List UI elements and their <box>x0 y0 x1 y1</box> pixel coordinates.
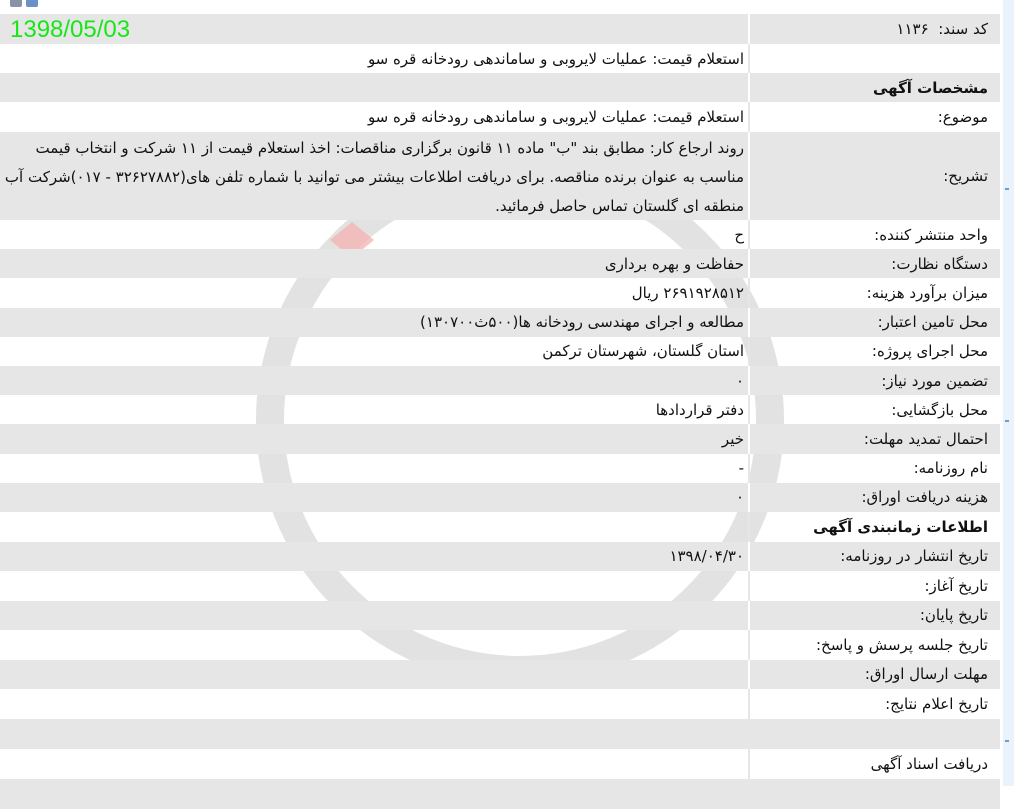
field-value: مطالعه و اجرای مهندسی رودخانه ها(۵۰۰ث۱۳۰۷۰۰) <box>420 313 744 332</box>
field-value: ۲۶۹۱۹۲۸۵۱۲ ریال <box>631 283 744 302</box>
field-row <box>0 308 1000 337</box>
field-value: استعلام قیمت: عملیات لایروبی و ساماندهی رودخانه قره سو <box>367 108 744 126</box>
field-label: احتمال تمدید مهلت: <box>748 424 1000 453</box>
section-header-specs <box>0 73 1000 102</box>
field-row <box>0 454 1000 483</box>
field-label: تضمین مورد نیاز: <box>748 366 1000 395</box>
field-row <box>0 660 1000 690</box>
section-title: اطلاعات زمانبندی آگهی <box>748 512 1000 542</box>
documents-row[interactable] <box>0 749 1000 779</box>
field-row <box>0 542 1000 572</box>
print-icon[interactable] <box>10 0 22 7</box>
document-code <box>748 14 1000 44</box>
field-value: - <box>738 459 744 478</box>
field-value <box>0 630 748 660</box>
field-row <box>0 630 1000 660</box>
field-row <box>0 483 1000 512</box>
field-row <box>0 366 1000 395</box>
field-value: استان گلستان، شهرستان ترکمن <box>542 342 744 361</box>
section-title: مشخصات آگهی <box>748 73 1000 102</box>
toolbar-icons <box>10 0 38 8</box>
field-row <box>0 102 1000 132</box>
field-label: محل بازگشایی: <box>748 395 1000 424</box>
field-label: تاریخ جلسه پرسش و پاسخ: <box>748 630 1000 660</box>
scrollbar-strip[interactable] <box>1003 0 1014 786</box>
field-row <box>0 278 1000 307</box>
document-code-row <box>0 14 1000 44</box>
field-label: مهلت ارسال اوراق: <box>748 660 1000 690</box>
field-label: هزینه دریافت اوراق: <box>748 483 1000 512</box>
field-value <box>0 660 748 690</box>
save-icon[interactable] <box>26 0 38 7</box>
field-row <box>0 601 1000 631</box>
field-row <box>0 132 1000 220</box>
field-row <box>0 220 1000 249</box>
empty-row <box>0 779 1000 809</box>
field-row <box>0 571 1000 601</box>
notice-title: استعلام قیمت: عملیات لایروبی و ساماندهی رودخانه قره سو <box>367 49 744 68</box>
field-row <box>0 689 1000 719</box>
field-label: محل تامین اعتبار: <box>748 308 1000 337</box>
field-value: روند ارجاع کار: مطابق بند "ب" ماده ۱۱ قانون برگزاری مناقصات: اخذ استعلام قیمت از ۱۱ شرکت و انتخاب قیمت مناسب به عنوان برنده مناقصه. برای دریافت اطلاعات بیشتر می توانید با شماره تلفن های(۳۲۶۲۷۸۸۲ - ۰۱۷)شرکت آب منطقه ای گلستان تماس حاصل فرمائید. <box>4 138 744 215</box>
field-label: تاریخ پایان: <box>748 601 1000 631</box>
field-value <box>0 601 748 631</box>
field-value <box>0 512 748 542</box>
field-label: نام روزنامه: <box>748 454 1000 483</box>
field-row <box>0 395 1000 424</box>
field-value: ۱۳۹۸/۰۴/۳۰ <box>669 547 744 566</box>
field-value: ح <box>734 225 744 244</box>
code-label: کد سند: <box>938 20 988 38</box>
field-row <box>0 337 1000 366</box>
field-label: دستگاه نظارت: <box>748 249 1000 278</box>
field-value: خیر <box>721 429 744 448</box>
field-value <box>0 689 748 719</box>
field-label: محل اجرای پروژه: <box>748 337 1000 366</box>
empty-row <box>0 719 1000 749</box>
field-label: موضوع: <box>748 102 1000 132</box>
field-row <box>0 424 1000 453</box>
field-value: دفتر قراردادها <box>655 400 744 419</box>
field-label: تاریخ انتشار در روزنامه: <box>748 542 1000 572</box>
field-label: تشریح: <box>748 132 1000 220</box>
field-label: واحد منتشر کننده: <box>748 220 1000 249</box>
title-row <box>0 44 1000 73</box>
field-label: تاریخ اعلام نتایج: <box>748 689 1000 719</box>
field-value: حفاظت و بهره برداری <box>604 254 744 273</box>
documents-link[interactable]: دریافت اسناد آگهی <box>748 749 1000 779</box>
code-value: ۱۱۳۶ <box>896 20 929 38</box>
field-row <box>0 249 1000 278</box>
field-value <box>0 571 748 601</box>
field-label: تاریخ آغاز: <box>748 571 1000 601</box>
date-stamp: 1398/05/03 <box>10 16 131 43</box>
section-header <box>0 512 1000 542</box>
field-label: میزان برآورد هزینه: <box>748 278 1000 307</box>
field-value: ۰ <box>735 371 744 390</box>
field-value: ۰ <box>735 488 744 507</box>
